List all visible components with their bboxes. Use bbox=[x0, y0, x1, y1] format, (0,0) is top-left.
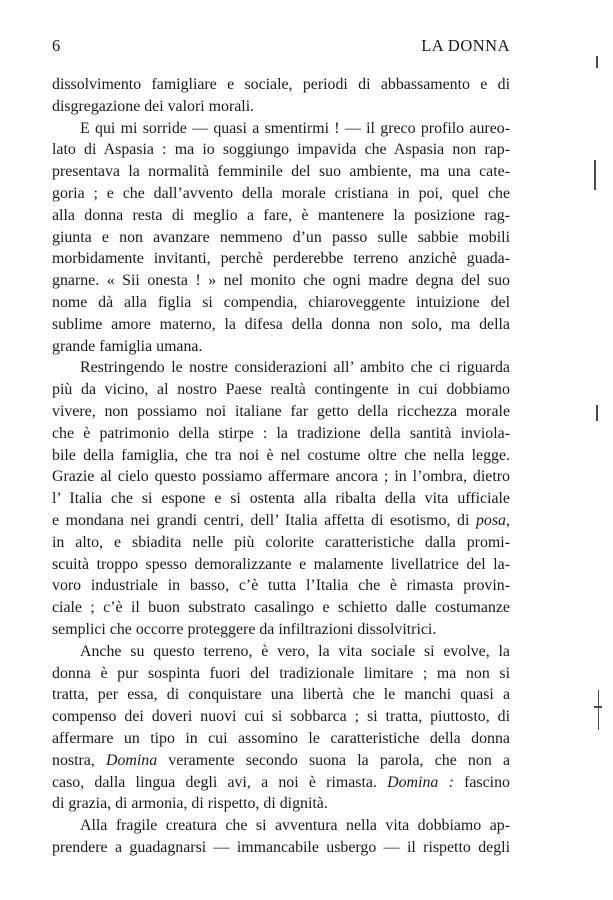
text-line: nome dà alla figlia si compendia, chiaroveggente intuizione del bbox=[52, 293, 510, 311]
text-line: grande famiglia umana. bbox=[52, 337, 203, 355]
text-line: morbidamente invitanti, perchè perderebbe terreno anzichè guada- bbox=[52, 250, 510, 268]
text-line: scuità troppo spesso demoralizzante e malamente livellatrice del la- bbox=[52, 555, 510, 573]
text-line: in alto, e sbiadita nelle più colorite caratteristiche dalla promi- bbox=[52, 533, 510, 551]
text-segment: caso, dalla lingua degli avi, a noi è rimasta. bbox=[52, 773, 388, 791]
text-line: Anche su questo terreno, è vero, la vita sociale si evolve, la bbox=[80, 642, 510, 660]
italic-word: posa bbox=[475, 511, 507, 529]
text-line bbox=[52, 772, 510, 794]
text-line: presentava la normalità femminile del suo ambiente, ma una cate- bbox=[52, 163, 510, 181]
text-line: goria ; e che dall’avvento della morale cristiana in poi, quel che bbox=[52, 184, 510, 202]
text-line: compenso dei doveri nuovi cui si sobbarca ; si tratta, piuttosto, di bbox=[52, 708, 510, 726]
page-header bbox=[52, 36, 510, 58]
text-line: lato di Aspasia : ma io soggiungo impavida che Aspasia non rap- bbox=[52, 141, 510, 159]
text-segment: e mondana nei grandi centri, dell’ Italia affetta di esotismo, di bbox=[52, 511, 476, 529]
text-line: giunta e non avanzare nemmeno d’un passo sulle sabbie mobili bbox=[52, 228, 510, 246]
text-line: Restringendo le nostre considerazioni all’ ambito che ci riguarda bbox=[80, 359, 510, 377]
text-line: vivere, non possiamo noi italiane far getto della ricchezza morale bbox=[52, 402, 510, 420]
text-line: l’ Italia che si espone e si ostenta alla ribalta della vita ufficiale bbox=[52, 490, 510, 508]
text-segment: veramente secondo suona la parola, che non a bbox=[157, 751, 510, 769]
text-line: semplici che occorre proteggere da infiltrazioni dissolvitrici. bbox=[52, 620, 437, 638]
margin-scan-mark bbox=[598, 690, 599, 730]
text-line: prendere a guadagnarsi — immancabile usbergo — il rispetto degli bbox=[52, 838, 510, 856]
text-line bbox=[52, 750, 510, 772]
text-line: sublime amore materno, la difesa della donna non solo, ma della bbox=[52, 315, 510, 333]
text-line: Alla fragile creatura che si avventura nella vita dobbiamo ap- bbox=[80, 817, 510, 835]
page-number: 6 bbox=[52, 36, 61, 55]
text-line: affermare un tipo in cui assomino le caratteristiche della donna bbox=[52, 729, 510, 747]
text-segment: , bbox=[506, 511, 510, 529]
text-line: che è patrimonio della stirpe : la tradizione della santità inviola- bbox=[52, 424, 510, 442]
text-line: E qui mi sorride — quasi a smentirmi ! — il greco profilo aureo- bbox=[80, 119, 510, 137]
text-line: ciale ; c’è il buon substrato casalingo e schietto dalle costumanze bbox=[52, 599, 510, 617]
text-segment: nostra, bbox=[52, 751, 106, 769]
margin-scan-mark bbox=[596, 56, 598, 68]
text-line: disgregazione dei valori morali. bbox=[52, 97, 255, 115]
margin-scan-mark bbox=[596, 405, 598, 421]
italic-word: Domina : bbox=[387, 773, 454, 791]
margin-scan-mark bbox=[594, 706, 602, 708]
text-segment: fascino bbox=[453, 773, 510, 791]
text-line: voro industriale in basso, c’è tutta l’Italia che è rimasta provin- bbox=[52, 577, 510, 595]
text-line: donna è pur sospinta fuori del tradizionale limitare ; ma non si bbox=[52, 664, 510, 682]
running-title: LA DONNA bbox=[421, 36, 510, 55]
margin-scan-mark bbox=[594, 160, 596, 190]
text-line: dissolvimento famigliare e sociale, periodi di abbassamento e di bbox=[52, 76, 510, 93]
italic-word: Domina bbox=[105, 751, 158, 769]
text-line: più da vicino, al nostro Paese realtà contingente in cui dobbiamo bbox=[52, 381, 510, 399]
text-line bbox=[52, 510, 510, 532]
text-line: alla donna resta di meglio a fare, è mantenere la posizione rag- bbox=[52, 206, 510, 224]
text-line: di grazia, di armonia, di rispetto, di dignità. bbox=[52, 795, 328, 813]
body-text bbox=[52, 74, 510, 859]
text-line: bile della famiglia, che tra noi è nel costume oltre che nella legge. bbox=[52, 446, 510, 464]
text-line: Grazie al cielo questo possiamo affermare ancora ; in l’ombra, dietro bbox=[52, 468, 510, 486]
text-line: gnarne. « Sii onesta ! » nel monito che ogni madre degna del suo bbox=[52, 272, 510, 290]
text-line: tratta, per essa, di conquistare una libertà che le manchi quasi a bbox=[52, 686, 510, 704]
